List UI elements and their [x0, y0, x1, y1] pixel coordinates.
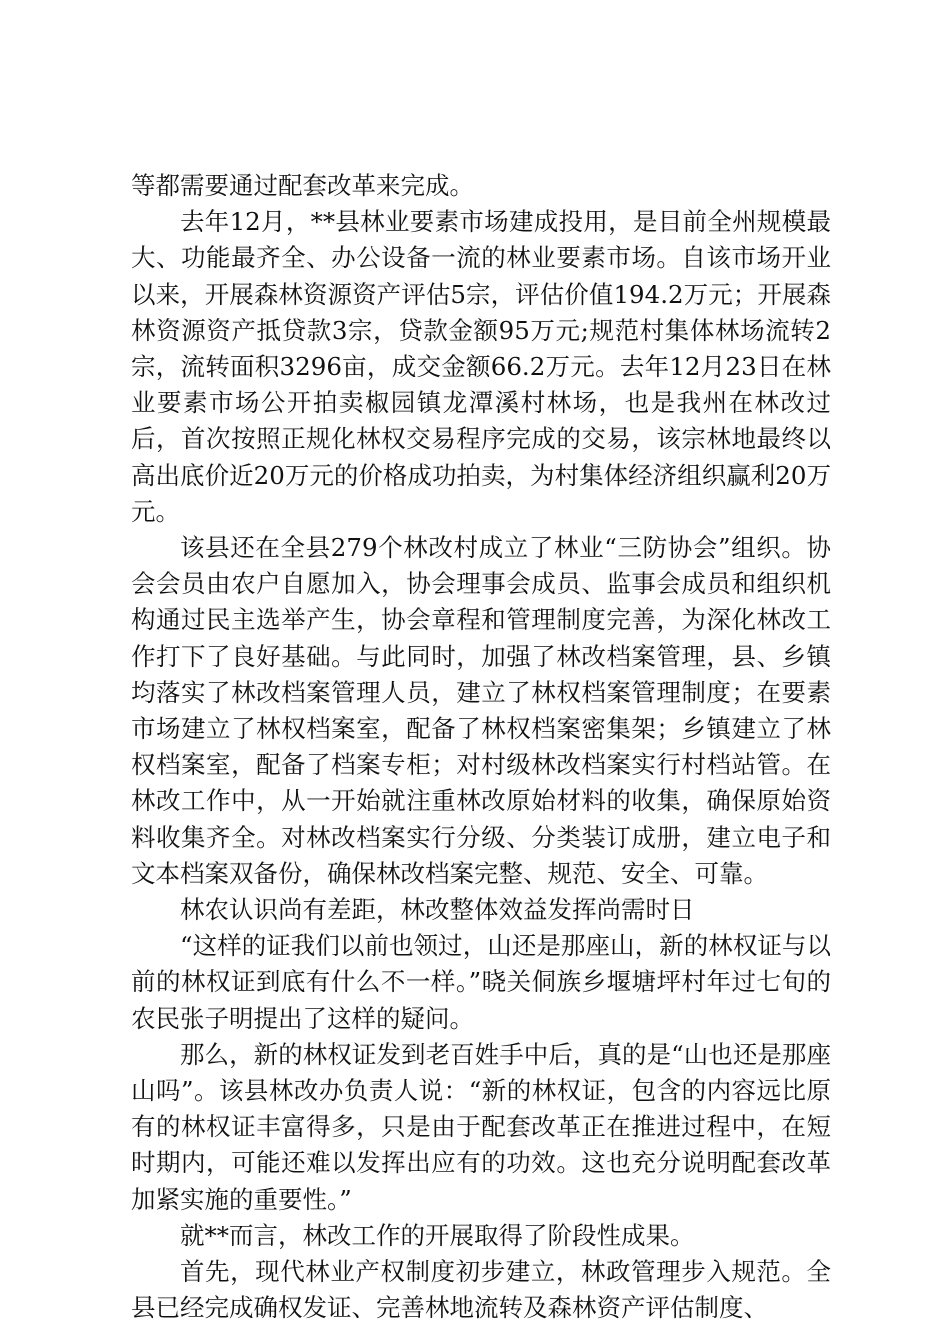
document-body — [131, 168, 831, 1327]
paragraph: 那么，新的林权证发到老百姓手中后，真的是“山也还是那座山吗”。该县林改办负责人说：“新的林权证，包含的内容远比原有的林权证丰富得多，只是由于配套改革正在推进过程中，在短时期内，可能还难以发挥出应有的功效。这也充分说明配套改革加紧实施的重要性。” — [131, 1039, 831, 1214]
paragraph: “这样的证我们以前也领过，山还是那座山，新的林权证与以前的林权证到底有什么不一样。”晓关侗族乡堰塘坪村年过七旬的农民张子明提出了这样的疑问。 — [131, 931, 831, 1033]
paragraph: 首先，现代林业产权制度初步建立，林政管理步入规范。全县已经完成确权发证、完善林地流转及森林资产评估制度、 — [131, 1257, 831, 1323]
paragraph: 等都需要通过配套改革来完成。 — [131, 171, 474, 200]
paragraph: 去年12月，**县林业要素市场建成投用，是目前全州规模最大、功能最齐全、办公设备一流的林业要素市场。自该市场开业以来，开展森林资源资产评估5宗，评估价值194.2万元；开展森林资源资产抵贷款3宗，贷款金额95万元;规范村集体林场流转2宗，流转面积3296亩，成交金额66.2万元。去年12月23日在林业要素市场公开拍卖椒园镇龙潭溪村林场，也是我州在林改过后，首次按照正规化林权交易程序完成的交易，该宗林地最终以高出底价近20万元的价格成功拍卖，为村集体经济组织赢利20万元。 — [131, 207, 831, 526]
section-heading: 林农认识尚有差距，林改整体效益发挥尚需时日 — [180, 895, 695, 925]
paragraph: 该县还在全县279个林改村成立了林业“三防协会”组织。协会会员由农户自愿加入，协会理事会成员、监事会成员和组织机构通过民主选举产生，协会章程和管理制度完善，为深化林改工作打下了良好基础。与此同时，加强了林改档案管理，县、乡镇均落实了林改档案管理人员，建立了林权档案管理制度；在要素市场建立了林权档案室，配备了林权档案密集架；乡镇建立了林权档案室，配备了档案专柜；对村级林改档案实行村档站管。在林改工作中，从一开始就注重林改原始材料的收集，确保原始资料收集齐全。对林改档案实行分级、分类装订成册，建立电子和文本档案双备份，确保林改档案完整、规范、安全、可靠。 — [131, 533, 831, 888]
paragraph: 就**而言，林改工作的开展取得了阶段性成果。 — [180, 1220, 695, 1250]
